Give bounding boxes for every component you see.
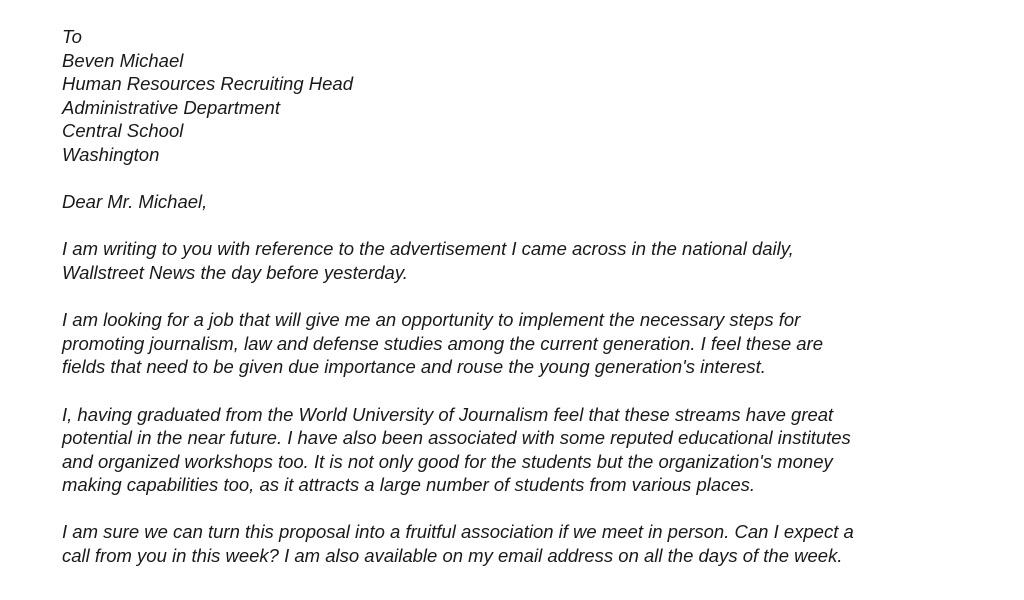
paragraph-line: making capabilities too, as it attracts a large number of students from various places.: [62, 474, 756, 496]
paragraph-line: potential in the near future. I have also been associated with some reputed educational institutes: [62, 427, 851, 449]
paragraph-line: I, having graduated from the World University of Journalism feel that these streams have great: [62, 403, 834, 425]
recipient-name: Beven Michael: [62, 49, 184, 71]
recipient-city: Washington: [62, 143, 160, 165]
paragraph-line: promoting journalism, law and defense studies among the current generation. I feel these are: [62, 332, 824, 354]
paragraph-line: I am sure we can turn this proposal into a fruitful association if we meet in person. Can I expect a: [62, 521, 854, 543]
paragraph-line: fields that need to be given due importance and rouse the young generation's interest.: [62, 356, 766, 378]
recipient-title: Human Resources Recruiting Head: [62, 73, 353, 95]
paragraph-1: [62, 237, 982, 284]
cropped-top-line: [62, 0, 67, 7]
recipient-to: To: [62, 26, 82, 47]
paragraph-line: I am writing to you with reference to the advertisement I came across in the national daily,: [62, 238, 794, 260]
paragraph-3: [62, 403, 982, 497]
paragraph-line: and organized workshops too. It is not only good for the students but the organization's money: [62, 450, 833, 472]
recipient-address: [62, 25, 982, 167]
paragraph-line: call from you in this week? I am also available on my email address on all the days of the week.: [62, 545, 843, 567]
salutation: Dear Mr. Michael,: [62, 191, 208, 213]
paragraph-4: [62, 520, 982, 567]
recipient-organization: Central School: [62, 120, 184, 142]
letter-body: [62, 25, 982, 568]
recipient-department: Administrative Department: [62, 96, 280, 118]
paragraph-2: [62, 308, 982, 379]
paragraph-line: Wallstreet News the day before yesterday.: [62, 261, 408, 283]
cropped-bottom-line: [62, 590, 67, 600]
paragraph-line: I am looking for a job that will give me an opportunity to implement the necessary steps for: [62, 309, 801, 331]
